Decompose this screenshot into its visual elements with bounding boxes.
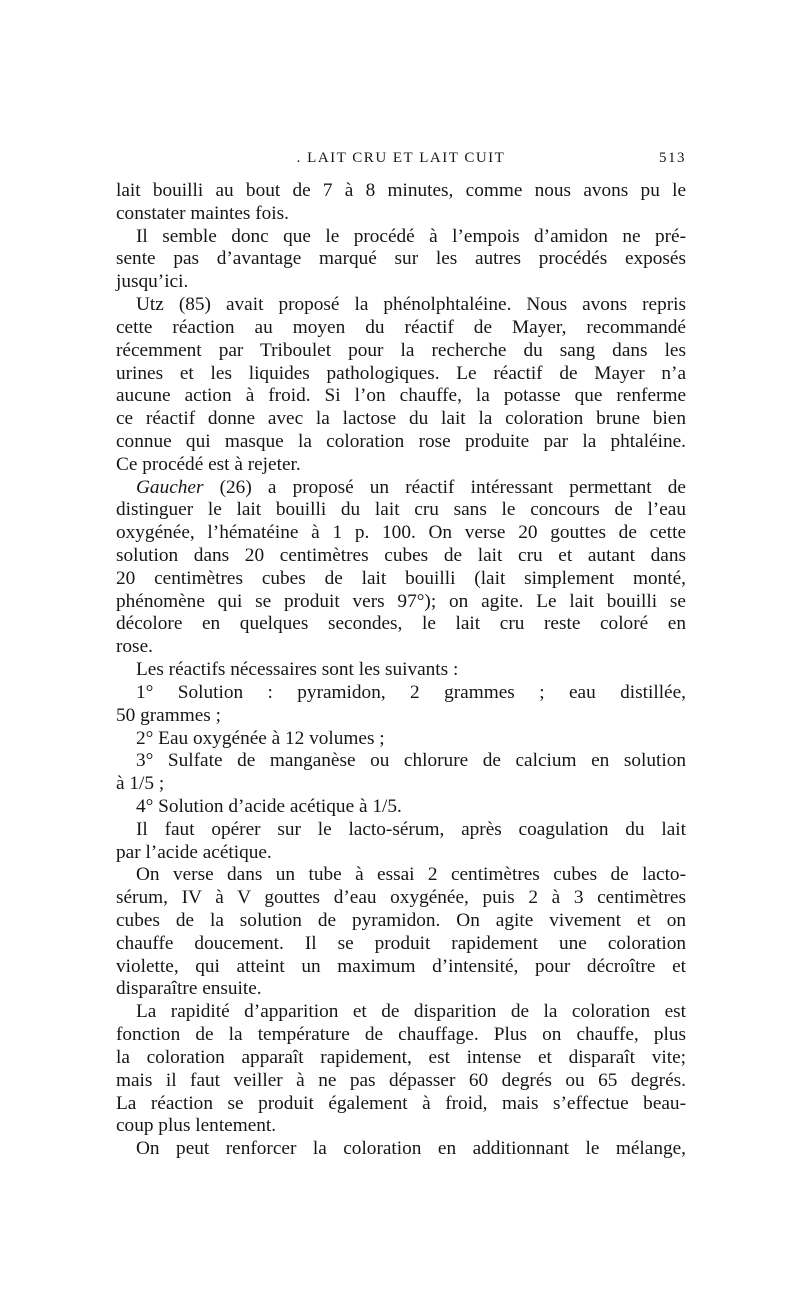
author-name: Gaucher bbox=[136, 476, 204, 498]
text-line-content: jusqu’ici. bbox=[116, 271, 189, 293]
text-line-content: décolore en quelques secondes, le lait cru reste coloré en bbox=[116, 613, 686, 635]
running-title: . LAIT CRU ET LAIT CUIT bbox=[296, 150, 506, 166]
body-text bbox=[116, 180, 686, 1161]
text-line-content: On peut renforcer la coloration en additionnant le mélange, bbox=[136, 1138, 686, 1160]
text-line bbox=[116, 705, 686, 728]
text-line bbox=[116, 477, 686, 500]
text-line bbox=[116, 203, 686, 226]
text-line bbox=[116, 1138, 686, 1161]
text-line-content: chauffe doucement. Il se produit rapidement une coloration bbox=[116, 932, 686, 954]
text-line-content: cubes de la solution de pyramidon. On agite vivement et on bbox=[116, 910, 686, 931]
text-line bbox=[116, 796, 686, 819]
text-line-content: Les réactifs nécessaires sont les suivants : bbox=[136, 659, 459, 681]
running-head bbox=[116, 150, 686, 180]
text-line-content: lait bouilli au bout de 7 à 8 minutes, comme nous avons pu le bbox=[116, 180, 686, 201]
text-line bbox=[116, 682, 686, 705]
text-line-content: solution dans 20 centimètres cubes de lait cru et autant dans bbox=[116, 545, 686, 566]
text-line-content: 20 centimètres cubes de lait bouilli (lait simplement monté, bbox=[116, 567, 686, 589]
text-line bbox=[116, 522, 686, 545]
book-page bbox=[116, 150, 686, 1161]
text-line bbox=[116, 773, 686, 796]
text-line bbox=[116, 728, 686, 751]
text-line-content: On verse dans un tube à essai 2 centimètres cubes de lacto- bbox=[136, 864, 686, 886]
text-line-content: 3° Sulfate de manganèse ou chlorure de calcium en solution bbox=[136, 750, 686, 772]
text-line bbox=[116, 1093, 686, 1116]
text-line bbox=[116, 659, 686, 682]
text-line bbox=[116, 864, 686, 887]
text-line-content: Utz (85) avait proposé la phénolphtaléine. Nous avons repris bbox=[136, 294, 686, 316]
text-line bbox=[116, 1001, 686, 1024]
text-line bbox=[116, 454, 686, 477]
text-line bbox=[116, 545, 686, 568]
text-line bbox=[116, 978, 686, 1001]
text-line-content: rose. bbox=[116, 636, 153, 658]
text-line-content: 50 grammes ; bbox=[116, 704, 221, 726]
text-line bbox=[116, 363, 686, 386]
text-line-content: La rapidité d’apparition et de disparition de la coloration est bbox=[136, 1001, 686, 1023]
text-line-content: mais il faut veiller à ne pas dépasser 60 degrés ou 65 degrés. bbox=[116, 1069, 686, 1091]
text-line-content: récemment par Triboulet pour la recherche du sang dans les bbox=[116, 339, 686, 361]
text-line-content: urines et les liquides pathologiques. Le réactif de Mayer n’a bbox=[116, 362, 686, 384]
text-line bbox=[116, 887, 686, 910]
text-line-content: coup plus lentement. bbox=[116, 1115, 277, 1137]
text-line bbox=[116, 226, 686, 249]
text-line-content: 1° Solution : pyramidon, 2 grammes ; eau distillée, bbox=[136, 681, 686, 703]
text-line-content: constater maintes fois. bbox=[116, 202, 289, 224]
text-line bbox=[116, 910, 686, 933]
text-line-content: aucune action à froid. Si l’on chauffe, la potasse que renferme bbox=[116, 385, 686, 407]
text-line-content: (26) a proposé un réactif intéressant permettant de bbox=[203, 476, 686, 498]
text-line bbox=[116, 180, 686, 203]
text-line-content: disparaître ensuite. bbox=[116, 978, 262, 1000]
text-line bbox=[116, 819, 686, 842]
text-line-content: sente pas d’avantage marqué sur les autres procédés exposés bbox=[116, 248, 686, 270]
text-line bbox=[116, 294, 686, 317]
text-line bbox=[116, 636, 686, 659]
text-line-content: phénomène qui se produit vers 97°); on agite. Le lait bouilli se bbox=[116, 590, 686, 612]
page-number: 513 bbox=[659, 150, 686, 166]
text-line bbox=[116, 499, 686, 522]
text-line-content: ce réactif donne avec la lactose du lait la coloration brune bien bbox=[116, 408, 686, 430]
text-line-content: cette réaction au moyen du réactif de Mayer, recommandé bbox=[116, 316, 686, 338]
text-line bbox=[116, 1070, 686, 1093]
text-line-content: 2° Eau oxygénée à 12 volumes ; bbox=[136, 727, 385, 749]
text-line-content: oxygénée, l’hématéine à 1 p. 100. On verse 20 gouttes de cette bbox=[116, 522, 686, 544]
text-line-content: distinguer le lait bouilli du lait cru sans le concours de l’eau bbox=[116, 499, 686, 521]
text-line bbox=[116, 750, 686, 773]
text-line-content: Il semble donc que le procédé à l’empois d’amidon ne pré- bbox=[136, 225, 686, 247]
text-line bbox=[116, 408, 686, 431]
text-line bbox=[116, 248, 686, 271]
text-line bbox=[116, 568, 686, 591]
text-line-content: la coloration apparaît rapidement, est intense et disparaît vite; bbox=[116, 1046, 686, 1068]
text-line-content: par l’acide acétique. bbox=[116, 841, 272, 863]
text-line-content: Il faut opérer sur le lacto-sérum, après coagulation du lait bbox=[136, 818, 686, 840]
text-line bbox=[116, 271, 686, 294]
text-line-content: connue qui masque la coloration rose produite par la phtaléine. bbox=[116, 430, 686, 452]
text-line bbox=[116, 1047, 686, 1070]
text-line bbox=[116, 591, 686, 614]
text-line bbox=[116, 842, 686, 865]
text-line bbox=[116, 317, 686, 340]
text-line-content: à 1/5 ; bbox=[116, 773, 165, 795]
text-line bbox=[116, 956, 686, 979]
text-line bbox=[116, 1024, 686, 1047]
text-line bbox=[116, 340, 686, 363]
text-line-content: fonction de la température de chauffage. Plus on chauffe, plus bbox=[116, 1024, 686, 1046]
text-line bbox=[116, 933, 686, 956]
text-line bbox=[116, 431, 686, 454]
text-line-content: Ce procédé est à rejeter. bbox=[116, 453, 301, 475]
text-line-content: sérum, IV à V gouttes d’eau oxygénée, puis 2 à 3 centimètres bbox=[116, 887, 686, 909]
text-line-content: La réaction se produit également à froid, mais s’effectue beau- bbox=[116, 1092, 686, 1114]
text-line bbox=[116, 1115, 686, 1138]
text-line-content: violette, qui atteint un maximum d’intensité, pour décroître et bbox=[116, 955, 686, 977]
text-line-content: 4° Solution d’acide acétique à 1/5. bbox=[136, 795, 402, 817]
text-line bbox=[116, 613, 686, 636]
text-line bbox=[116, 385, 686, 408]
